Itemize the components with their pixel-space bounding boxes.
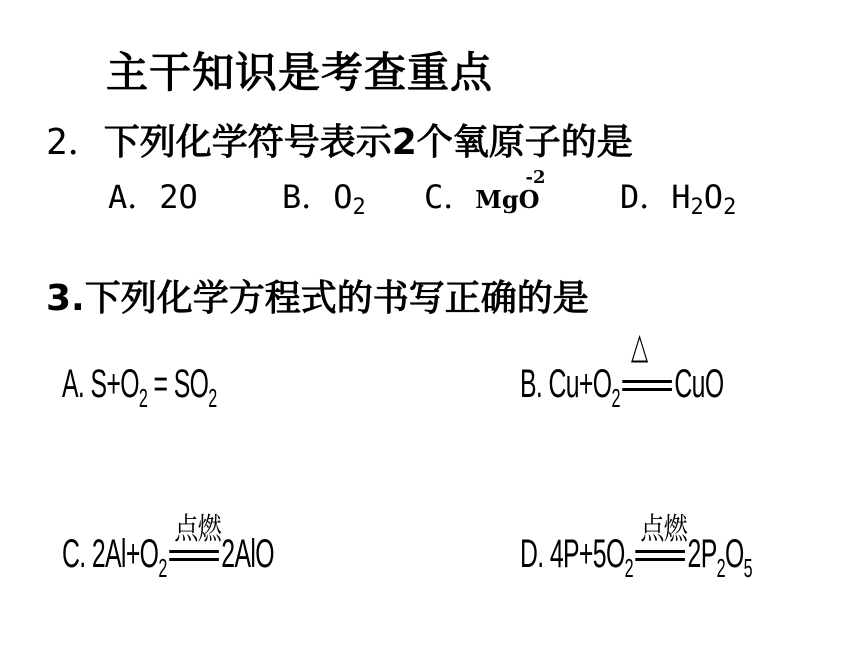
option-d-o: O [703, 178, 724, 216]
page-title: 主干知识是考查重点 [106, 48, 494, 97]
option-c-label: C． [424, 178, 476, 216]
equation-a-label: A. [62, 362, 85, 406]
equation-d-condition: 点燃 [640, 512, 688, 548]
option-d-o-subscript: 2 [723, 195, 737, 220]
equation-c-left: 2Al+O [91, 532, 159, 576]
equation-b-label: B. [520, 362, 543, 406]
equation-b-line-bottom [622, 388, 672, 391]
equation-c-reaction-sign [169, 512, 221, 566]
equation-d-label: D. [520, 532, 544, 576]
equation-d-left: 4P+5O [549, 532, 625, 576]
equation-a-sign: = [153, 362, 168, 406]
option-a-text: 2O [159, 178, 198, 216]
option-a [108, 172, 198, 218]
equation-d-reaction-sign [635, 512, 688, 566]
question-2-stem [46, 114, 633, 165]
equation-c-label: C. [62, 532, 86, 576]
equation-b-left: Cu+O [548, 362, 612, 406]
equation-c-line-top [169, 550, 219, 553]
equation-d-line-top [635, 550, 685, 553]
option-d-h-subscript: 2 [690, 195, 704, 220]
equation-d-right: 2P [687, 532, 717, 576]
equation-d-right-subscript-1: 2 [716, 553, 726, 583]
equation-c-line-bottom [169, 558, 219, 561]
equation-a [62, 362, 217, 414]
option-c-valence: -2 [525, 167, 546, 188]
equation-a-left: S+O [90, 362, 139, 406]
question-2-number: 2． [46, 122, 104, 163]
equation-c-right: 2AlO [221, 532, 274, 576]
equation-a-right: SO [173, 362, 209, 406]
equation-b-left-subscript: 2 [611, 383, 620, 413]
option-b [282, 172, 366, 220]
equation-d-right-subscript-2: 5 [743, 553, 753, 583]
option-b-label: B． [282, 178, 334, 216]
option-c [424, 167, 546, 218]
option-d-h: H [671, 178, 691, 216]
equation-d-right-o: O [725, 532, 744, 576]
equation-b-reaction-sign [622, 326, 672, 396]
option-a-label: A． [108, 178, 160, 216]
option-b-subscript: 2 [352, 195, 366, 220]
question-2-text: 下列化学符号表示2个氧原子的是 [103, 122, 633, 163]
equation-d-line-bottom [635, 558, 685, 561]
option-d [620, 172, 736, 220]
option-c-formula [475, 167, 546, 214]
equation-b [520, 326, 724, 414]
question-3-stem: 3.下列化学方程式的书写正确的是 [46, 278, 589, 319]
equation-c-condition: 点燃 [174, 512, 221, 548]
equation-d [520, 512, 753, 584]
equation-b-right: CuO [674, 362, 724, 406]
equation-c-left-subscript: 2 [158, 553, 167, 583]
equation-a-left-subscript: 2 [138, 383, 148, 413]
option-c-text: MgO [475, 185, 540, 214]
equation-d-left-subscript: 2 [624, 553, 633, 583]
equation-c [62, 512, 274, 584]
equation-a-right-subscript: 2 [208, 383, 217, 413]
equation-b-condition: △ [630, 326, 648, 368]
option-d-label: D． [620, 178, 672, 216]
option-b-main: O [333, 178, 353, 216]
equation-b-line-top [622, 380, 672, 383]
